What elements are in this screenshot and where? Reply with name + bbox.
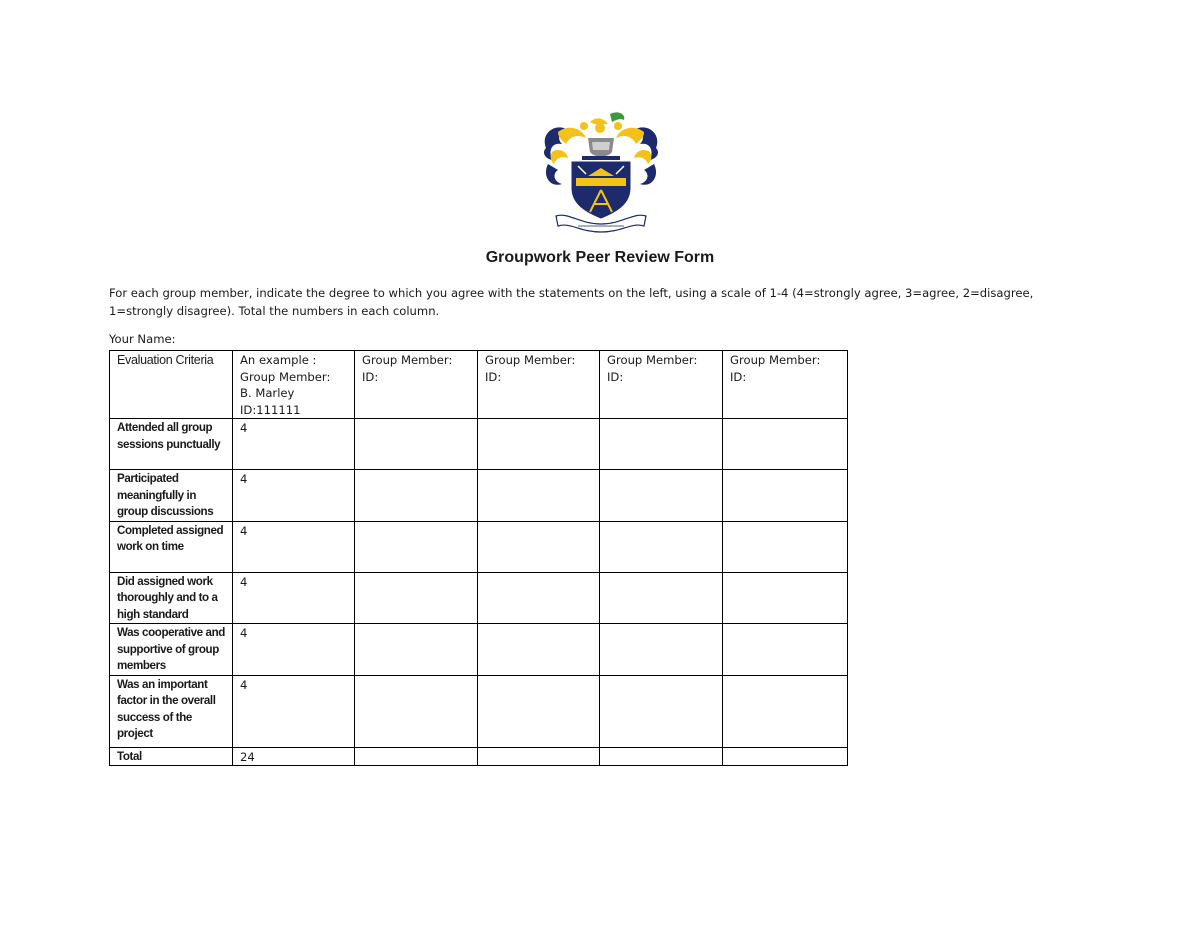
table-row (110, 675, 848, 747)
table-row (110, 419, 848, 470)
criterion-cell: Participated meaningfully in group discussions (110, 470, 233, 522)
example-header-line: B. Marley (240, 386, 295, 400)
peer-review-table (109, 350, 848, 766)
table-row (110, 624, 848, 676)
member-name-label: Group Member: (485, 353, 576, 367)
score-cell[interactable] (478, 624, 600, 676)
member-id-label: ID: (485, 369, 502, 384)
member-name-label: Group Member: (730, 353, 821, 367)
score-cell[interactable] (600, 521, 723, 572)
criterion-cell: Completed assigned work on time (110, 521, 233, 572)
score-cell[interactable] (355, 521, 478, 572)
score-cell[interactable] (723, 675, 848, 747)
member-name-label: Group Member: (607, 353, 698, 367)
table-header-row (110, 351, 848, 419)
member-header-cell[interactable] (600, 351, 723, 419)
example-header-line: Group Member: (240, 369, 331, 384)
example-header-cell (233, 351, 355, 419)
member-header-cell[interactable] (723, 351, 848, 419)
total-label-cell: Total (110, 747, 233, 766)
score-cell[interactable] (355, 470, 478, 522)
score-cell[interactable] (723, 572, 848, 624)
your-name-label: Your Name: (109, 332, 176, 346)
criterion-cell: Was an important factor in the overall success of the project (110, 675, 233, 747)
score-cell[interactable] (723, 419, 848, 470)
table-row (110, 470, 848, 522)
score-cell[interactable] (723, 521, 848, 572)
score-cell[interactable] (355, 419, 478, 470)
total-cell[interactable] (355, 747, 478, 766)
score-cell[interactable] (600, 624, 723, 676)
score-cell[interactable] (478, 521, 600, 572)
score-cell[interactable] (478, 675, 600, 747)
score-cell[interactable] (355, 624, 478, 676)
member-name-label: Group Member: (362, 353, 453, 367)
table-row (110, 521, 848, 572)
page-title: Groupwork Peer Review Form (485, 249, 715, 266)
score-cell[interactable] (723, 624, 848, 676)
score-cell[interactable] (355, 675, 478, 747)
score-cell[interactable] (600, 419, 723, 470)
total-cell[interactable] (723, 747, 848, 766)
score-cell[interactable] (355, 572, 478, 624)
member-header-cell[interactable] (478, 351, 600, 419)
criterion-cell: Did assigned work thoroughly and to a high standard (110, 572, 233, 624)
criterion-cell: Attended all group sessions punctually (110, 419, 233, 470)
criterion-cell: Was cooperative and supportive of group members (110, 624, 233, 676)
instructions-text: For each group member, indicate the degree to which you agree with the statements on the left, using a scale of 1-4 (4=strongly agree, 3=agree, 2=disagree, 1=strongly disagree). Total the numbers in each column. (109, 286, 1034, 318)
table-row (110, 572, 848, 624)
score-cell[interactable] (723, 470, 848, 522)
member-id-label: ID: (607, 369, 624, 384)
total-row (110, 747, 848, 766)
score-cell[interactable] (478, 419, 600, 470)
university-crest-logo (538, 108, 664, 234)
score-cell[interactable] (478, 470, 600, 522)
example-total-cell: 24 (233, 747, 355, 766)
score-cell[interactable] (478, 572, 600, 624)
total-cell[interactable] (600, 747, 723, 766)
example-score-cell: 4 (233, 521, 355, 572)
member-header-cell[interactable] (355, 351, 478, 419)
member-id-label: ID: (730, 369, 747, 384)
example-header-line: An example : (240, 353, 317, 367)
example-score-cell: 4 (233, 624, 355, 676)
example-header-line: ID:111111 (240, 402, 301, 417)
example-score-cell: 4 (233, 470, 355, 522)
score-cell[interactable] (600, 675, 723, 747)
total-cell[interactable] (478, 747, 600, 766)
score-cell[interactable] (600, 572, 723, 624)
example-score-cell: 4 (233, 675, 355, 747)
member-id-label: ID: (362, 369, 379, 384)
criteria-header: Evaluation Criteria (117, 353, 214, 367)
example-score-cell: 4 (233, 572, 355, 624)
score-cell[interactable] (600, 470, 723, 522)
example-score-cell: 4 (233, 419, 355, 470)
criteria-header-cell (110, 351, 233, 419)
